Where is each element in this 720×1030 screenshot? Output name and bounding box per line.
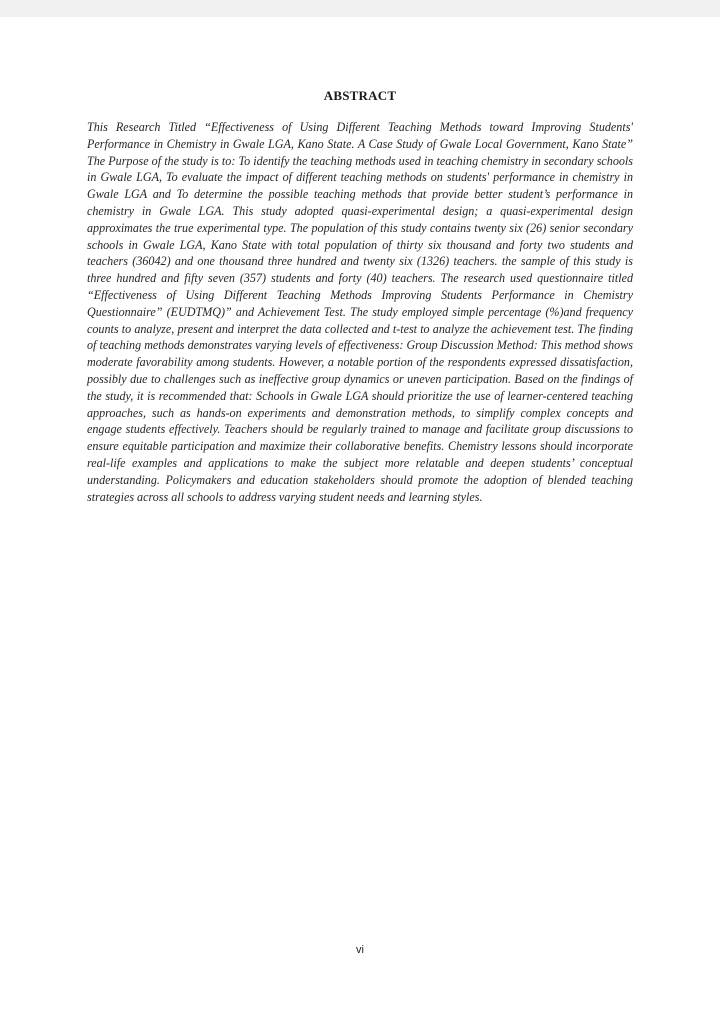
top-bar xyxy=(0,0,720,17)
abstract-heading: ABSTRACT xyxy=(323,88,397,103)
page-number: vi xyxy=(356,944,364,956)
abstract-paragraph: This Research Titled “Effectiveness of Using Different Teaching Methods toward Improving Students' Performance in Chemistry in Gwale LGA, Kano State. A Case Study of Gwale Local Government, Kano State” The Purpose of the study is to: To identify the teaching methods used in teaching chemistry in secondary schools in Gwale LGA, To evaluate the impact of different teaching methods on students' performance in chemistry in Gwale LGA and To determine the possible teaching methods that provide better student’s performance in chemistry in Gwale LGA. This study adopted quasi-experimental design; a quasi-experimental design approximates the true experimental type. The population of this study contains twenty six (26) senior secondary schools in Gwale LGA, Kano State with total population of thirty six thousand and forty two students and teachers (36042) and one thousand three hundred and twenty six (1326) teachers. the sample of this study is three hundred and fifty seven (357) students and forty (40) teachers. The research used questionnaire titled “Effectiveness of Using Different Teaching Methods Improving Students Performance in Chemistry Questionnaire” (EUDTMQ)” and Achievement Test. The study employed simple percentage (%)and frequency counts to analyze, present and interpret the data collected and t-test to analyze the achievement test. The finding of teaching methods demonstrates varying levels of effectiveness: Group Discussion Method: This method shows moderate favorability among students. However, a notable portion of the respondents expressed dissatisfaction, possibly due to challenges such as ineffective group dynamics or uneven participation. Based on the findings of the study, it is recommended that: Schools in Gwale LGA should prioritize the use of learner-centered teaching approaches, such as hands-on experiments and demonstration methods, to simplify complex concepts and engage students effectively. Teachers should be regularly trained to manage and facilitate group discussions to ensure equitable participation and maximize their collaborative benefits. Chemistry lessons should incorporate real-life examples and applications to make the subject more relatable and deepen students’ conceptual understanding. Policymakers and education stakeholders should promote the adoption of blended teaching strategies across all schools to address varying student needs and learning styles. xyxy=(87,120,633,504)
